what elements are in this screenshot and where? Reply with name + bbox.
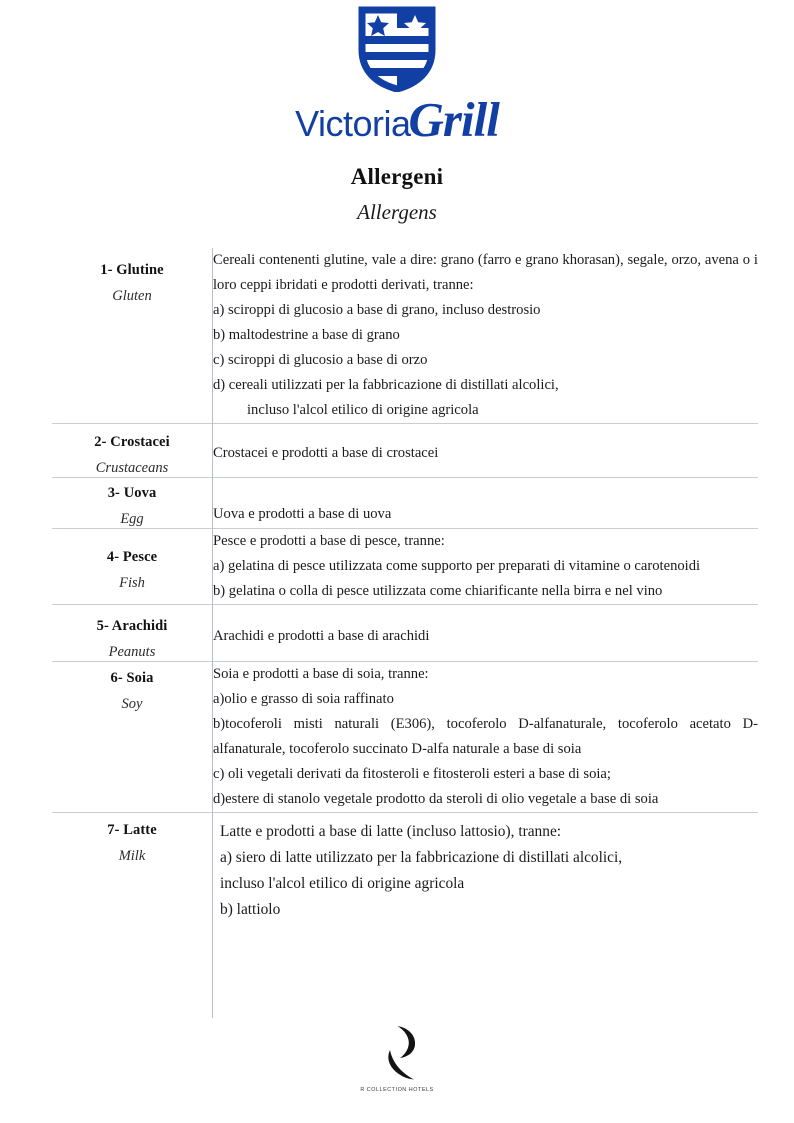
description-line: c) oli vegetali derivati da fitosteroli e fitosteroli esteri a base di soia; xyxy=(213,766,611,782)
description-line: a) gelatina di pesce utilizzata come supporto per preparati di vitamine o carotenoidi xyxy=(213,558,701,574)
allergen-name-en: Gluten xyxy=(112,288,152,304)
page-subtitle: Allergens xyxy=(357,200,437,224)
description-line: incluso l'alcol etilico di origine agricola xyxy=(247,402,479,418)
description-line: c) sciroppi di glucosio a base di orzo xyxy=(213,352,428,368)
filler-cell xyxy=(213,923,759,1018)
allergen-name-cell xyxy=(52,662,213,813)
allergen-name-cell xyxy=(52,529,213,605)
table-row xyxy=(52,248,758,424)
allergen-name-it: 5- Arachidi xyxy=(96,618,168,634)
description-line: incluso l'alcol etilico di origine agricola xyxy=(220,875,465,892)
allergen-description-cell xyxy=(213,605,759,662)
description-line: Uova e prodotti a base di uova xyxy=(213,506,392,522)
footer xyxy=(0,1024,794,1093)
allergen-name-it: 7- Latte xyxy=(107,822,157,838)
brand-wordmark xyxy=(0,94,794,146)
r-collection-mark-icon xyxy=(0,1024,794,1084)
description-line: b) lattiolo xyxy=(220,901,281,918)
allergen-name-it: 2- Crostacei xyxy=(94,434,170,450)
footer-brand-text: R COLLECTION HOTELS xyxy=(360,1087,434,1093)
table-row xyxy=(52,478,758,529)
table-row xyxy=(52,529,758,605)
allergen-name-en: Peanuts xyxy=(108,644,156,660)
allergen-description-cell xyxy=(213,424,759,478)
allergen-description-cell xyxy=(213,529,759,605)
description-line: b) maltodestrine a base di grano xyxy=(213,327,400,343)
description-line: d) cereali utilizzati per la fabbricazione di distillati alcolici, xyxy=(213,377,559,393)
allergen-description-cell xyxy=(213,478,759,529)
allergen-name-cell xyxy=(52,813,213,924)
allergen-description-cell xyxy=(213,813,759,924)
description-line: a)olio e grasso di soia raffinato xyxy=(213,691,394,707)
allergen-table xyxy=(52,248,758,1018)
allergen-name-cell xyxy=(52,248,213,424)
allergen-name-en: Egg xyxy=(120,511,144,527)
description-line: Crostacei e prodotti a base di crostacei xyxy=(213,445,439,461)
allergen-name-cell xyxy=(52,605,213,662)
allergen-name-it: 1- Glutine xyxy=(100,262,164,278)
description-line: Pesce e prodotti a base di pesce, tranne: xyxy=(213,533,445,549)
filler-cell xyxy=(52,923,213,1018)
description-line: b)tocoferoli misti naturali (E306), tocoferolo D-alfanaturale, tocoferolo acetato D-alfanaturale, tocoferolo succinato D-alfa naturale a base di soia xyxy=(213,716,758,757)
table-row xyxy=(52,605,758,662)
allergen-name-it: 6- Soia xyxy=(110,670,154,686)
brand-name-victoria: Victoria xyxy=(295,103,411,144)
brand-name-grill: Grill xyxy=(408,92,499,147)
allergen-name-en: Fish xyxy=(119,575,145,591)
allergen-name-en: Crustaceans xyxy=(95,460,169,476)
shield-crest-icon xyxy=(0,6,794,92)
table-row-filler xyxy=(52,923,758,1018)
allergen-description-cell xyxy=(213,248,759,424)
description-line: d)estere di stanolo vegetale prodotto da steroli di olio vegetale a base di soia xyxy=(213,791,659,807)
allergen-description-cell xyxy=(213,662,759,813)
table-row xyxy=(52,813,758,924)
allergen-name-en: Soy xyxy=(121,696,143,712)
description-line: b) gelatina o colla di pesce utilizzata come chiarificante nella birra e nel vino xyxy=(213,583,663,599)
page-title: Allergeni xyxy=(350,164,444,189)
allergen-name-cell xyxy=(52,478,213,529)
table-row xyxy=(52,424,758,478)
table-row xyxy=(52,662,758,813)
description-line: Latte e prodotti a base di latte (incluso lattosio), tranne: xyxy=(220,823,562,840)
brand-header xyxy=(0,0,794,146)
allergen-table-body xyxy=(52,248,758,1018)
allergen-name-it: 4- Pesce xyxy=(106,549,158,565)
description-line: Soia e prodotti a base di soia, tranne: xyxy=(213,666,429,682)
allergen-name-cell xyxy=(52,424,213,478)
description-line: a) siero di latte utilizzato per la fabbricazione di distillati alcolici, xyxy=(220,849,623,866)
allergen-name-it: 3- Uova xyxy=(107,485,157,501)
description-line: Arachidi e prodotti a base di arachidi xyxy=(213,628,430,644)
description-line: Cereali contenenti glutine, vale a dire: grano (farro e grano khorasan), segale, orzo, avena o i loro ceppi ibridati e prodotti derivati, tranne: xyxy=(213,252,758,293)
allergen-name-en: Milk xyxy=(118,848,146,864)
description-line: a) sciroppi di glucosio a base di grano, incluso destrosio xyxy=(213,302,541,318)
